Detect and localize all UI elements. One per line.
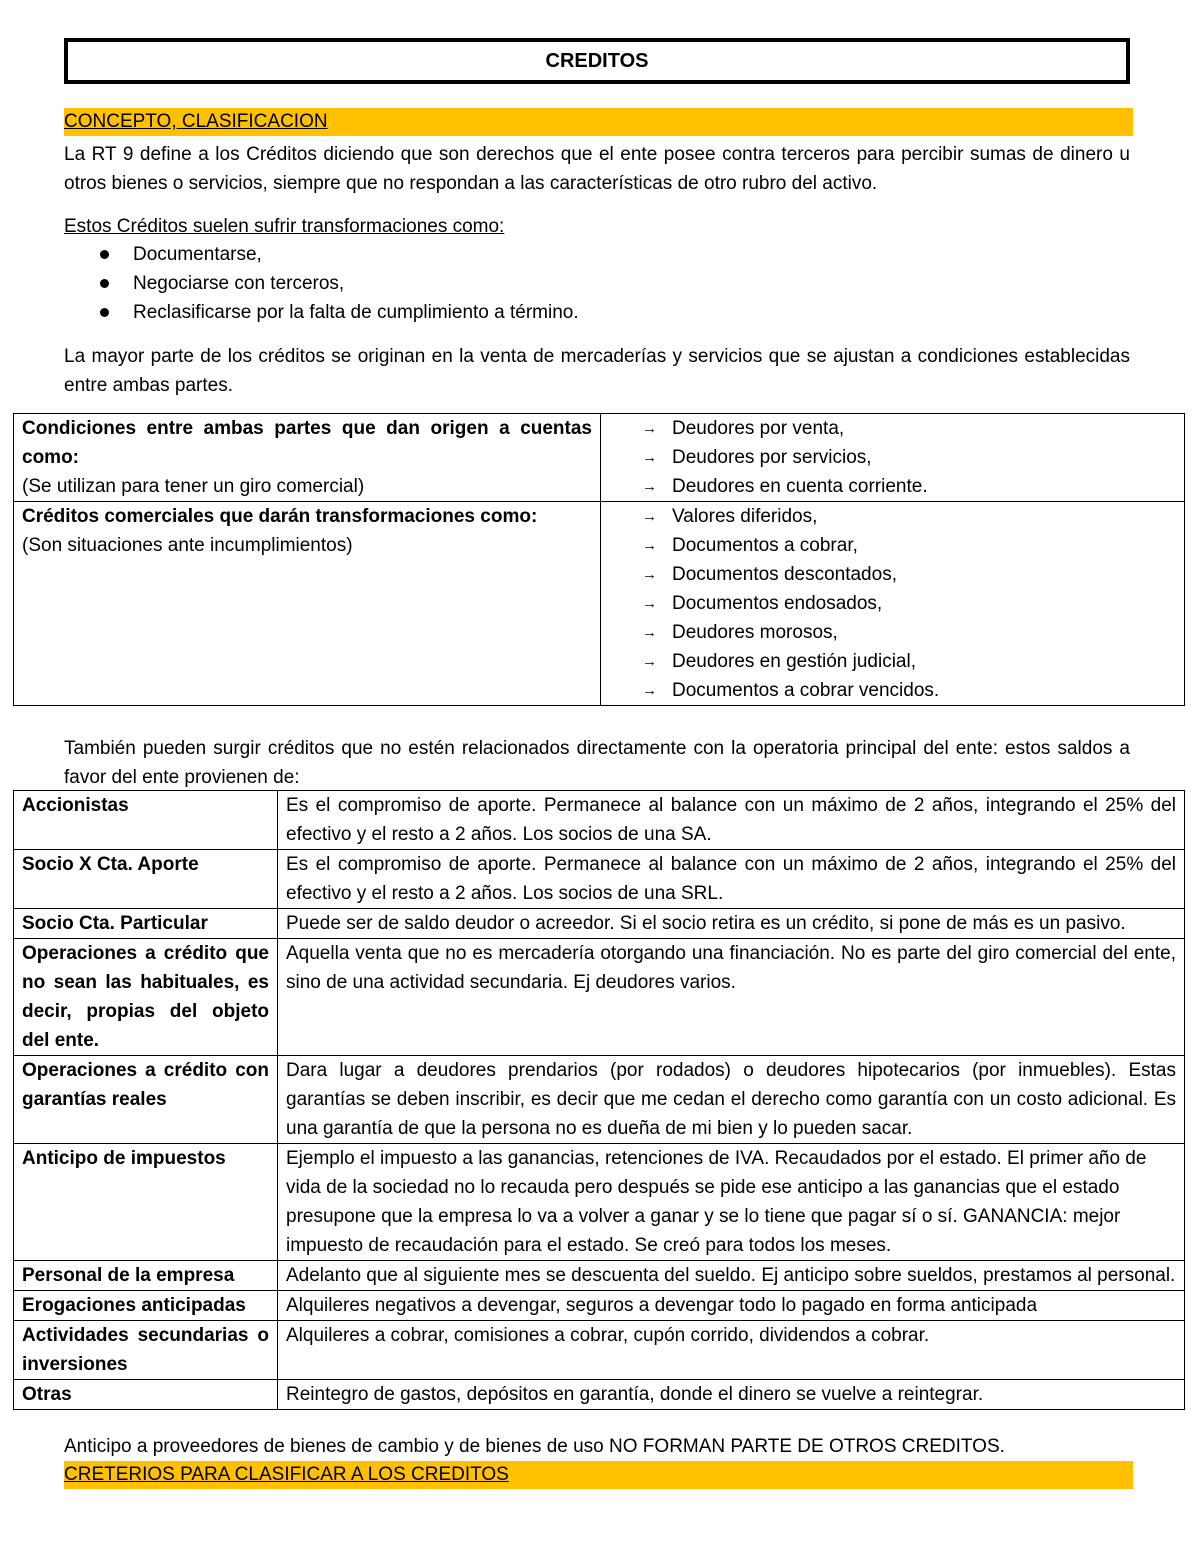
table-row [14, 1321, 1185, 1380]
table-row [14, 1056, 1185, 1144]
row-key: Otras [14, 1380, 278, 1410]
list-item: → Documentos a cobrar vencidos. [609, 676, 1176, 705]
row-key: Accionistas [14, 791, 278, 850]
arrow-right-icon: → [642, 595, 657, 612]
table-row [14, 414, 1185, 502]
row-title: Créditos comerciales que darán transformaciones como: [22, 506, 538, 527]
bullet-icon [100, 279, 109, 288]
section-heading-criterios: CRETERIOS PARA CLASIFICAR A LOS CREDITOS [64, 1461, 1133, 1489]
row-value: Es el compromiso de aporte. Permanece al balance con un máximo de 2 años, integrando el 25% del efectivo y el resto a 2 años. Los socios de una SRL. [278, 850, 1185, 909]
intro-paragraph: La RT 9 define a los Créditos diciendo que son derechos que el ente posee contra terceros para percibir sumas de dinero u otros bienes o servicios, siempre que no respondan a las características de otro rubro del activo. [64, 144, 1130, 194]
row-note: (Se utilizan para tener un giro comercial) [22, 476, 365, 497]
bullet-icon [100, 250, 109, 259]
row-title: Condiciones entre ambas partes que dan origen a cuentas como: [22, 418, 592, 468]
arrow-right-icon: → [642, 653, 657, 670]
arrow-right-icon: → [642, 449, 657, 466]
list-item: → Documentos descontados, [609, 560, 1176, 589]
table-row [14, 1261, 1185, 1291]
row-value: Aquella venta que no es mercadería otorgando una financiación. No es parte del giro comercial del ente, sino de una actividad secundaria. Ej deudores varios. [278, 939, 1185, 1056]
other-credits-intro: También pueden surgir créditos que no estén relacionados directamente con la operatoria principal del ente: estos saldos a favor del ente provienen de: [64, 738, 1130, 788]
table-row [14, 791, 1185, 850]
accounts-table [13, 413, 1185, 706]
row-key: Operaciones a crédito que no sean las habituales, es decir, propias del objeto del ente. [14, 939, 278, 1056]
list-item: → Deudores por servicios, [609, 443, 1176, 472]
arrow-right-icon: → [642, 624, 657, 641]
row-value: Ejemplo el impuesto a las ganancias, retenciones de IVA. Recaudados por el estado. El primer año de vida de la sociedad no lo recauda pero después se pide ese anticipo a las ganancias que el estado presupone que la empresa lo va a volver a ganar y se lo tiene que pagar sí o sí. GANANCIA: mejor impuesto de recaudación para el estado. Se creó para todos los meses. [278, 1144, 1185, 1261]
list-item: → Deudores en cuenta corriente. [609, 472, 1176, 501]
table-row [14, 502, 1185, 706]
table-cell [601, 502, 1185, 706]
row-key: Personal de la empresa [14, 1261, 278, 1291]
table-row [14, 1144, 1185, 1261]
row-value: Dara lugar a deudores prendarios (por rodados) o deudores hipotecarios (por inmuebles). Estas garantías se deben inscribir, es decir que me cedan el derecho como garantía con un costo adicional. Es una garantía de que la persona no es dueña de mi bien y lo pueden sacar. [278, 1056, 1185, 1144]
row-key: Operaciones a crédito con garantías reales [14, 1056, 278, 1144]
transform-list [64, 240, 579, 327]
arrow-right-icon: → [642, 537, 657, 554]
arrow-right-icon: → [642, 478, 657, 495]
list-item: Documentarse, [64, 240, 579, 269]
table-cell [14, 502, 601, 706]
list-item: → Deudores en gestión judicial, [609, 647, 1176, 676]
arrow-right-icon: → [642, 420, 657, 437]
transform-heading: Estos Créditos suelen sufrir transformaciones como: [64, 216, 505, 237]
section-heading-concepto: CONCEPTO, CLASIFICACION [64, 108, 1133, 136]
row-key: Anticipo de impuestos [14, 1144, 278, 1261]
bullet-icon [100, 308, 109, 317]
list-item: → Deudores por venta, [609, 414, 1176, 443]
row-key: Actividades secundarias o inversiones [14, 1321, 278, 1380]
other-credits-table [13, 790, 1185, 1410]
list-item: → Documentos a cobrar, [609, 531, 1176, 560]
row-value: Reintegro de gastos, depósitos en garantía, donde el dinero se vuelve a reintegrar. [278, 1380, 1185, 1410]
list-item: Negociarse con terceros, [64, 269, 579, 298]
row-value: Alquileres negativos a devengar, seguros a devengar todo lo pagado en forma anticipada [278, 1291, 1185, 1321]
table-row [14, 1291, 1185, 1321]
arrow-right-icon: → [642, 566, 657, 583]
row-key: Socio Cta. Particular [14, 909, 278, 939]
footnote: Anticipo a proveedores de bienes de cambio y de bienes de uso NO FORMAN PARTE DE OTROS CREDITOS. [64, 1436, 1005, 1457]
row-value: Puede ser de saldo deudor o acreedor. Si el socio retira es un crédito, si pone de más es un pasivo. [278, 909, 1185, 939]
table-row [14, 1380, 1185, 1410]
table-cell [14, 414, 601, 502]
list-item: Reclasificarse por la falta de cumplimiento a término. [64, 298, 579, 327]
row-value: Adelanto que al siguiente mes se descuenta del sueldo. Ej anticipo sobre sueldos, prestamos al personal. [278, 1261, 1185, 1291]
row-value: Alquileres a cobrar, comisiones a cobrar, cupón corrido, dividendos a cobrar. [278, 1321, 1185, 1380]
table-cell [601, 414, 1185, 502]
list-item: → Documentos endosados, [609, 589, 1176, 618]
row-key: Socio X Cta. Aporte [14, 850, 278, 909]
origin-paragraph: La mayor parte de los créditos se originan en la venta de mercaderías y servicios que se ajustan a condiciones establecidas entre ambas partes. [64, 346, 1130, 396]
arrow-right-icon: → [642, 682, 657, 699]
list-item: → Valores diferidos, [609, 502, 1176, 531]
list-item: → Deudores morosos, [609, 618, 1176, 647]
table-row [14, 850, 1185, 909]
row-note: (Son situaciones ante incumplimientos) [22, 535, 353, 556]
row-value: Es el compromiso de aporte. Permanece al balance con un máximo de 2 años, integrando el 25% del efectivo y el resto a 2 años. Los socios de una SA. [278, 791, 1185, 850]
page-title: CREDITOS [64, 38, 1130, 84]
table-row [14, 939, 1185, 1056]
table-row [14, 909, 1185, 939]
row-key: Erogaciones anticipadas [14, 1291, 278, 1321]
arrow-right-icon: → [642, 508, 657, 525]
